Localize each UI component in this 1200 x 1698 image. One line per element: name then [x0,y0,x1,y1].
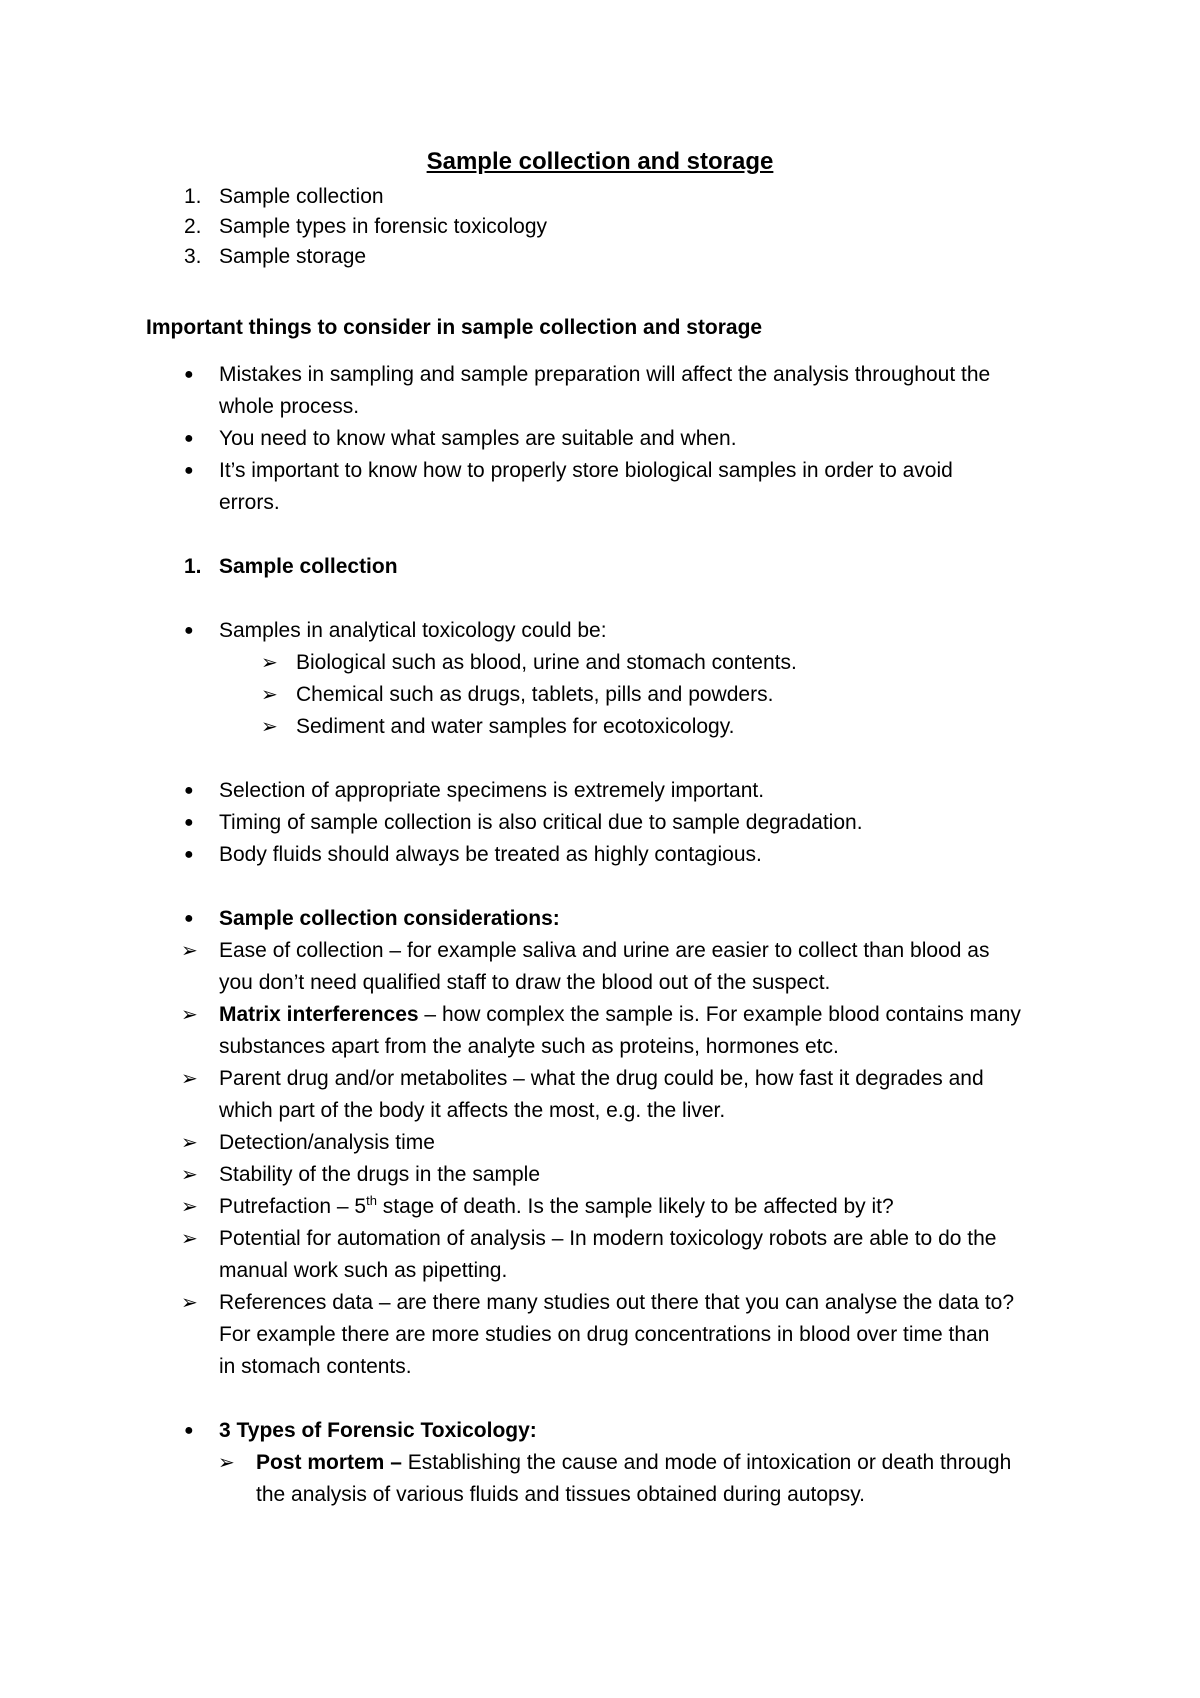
bullet-icon: ● [184,782,194,799]
list-item-continuation: you don’t need qualified staff to draw the blood out of the suspect. [219,971,831,994]
toc-number: 1. [184,185,202,208]
term-description: – how complex the sample is. For example blood contains many [418,1003,1021,1026]
text-segment: stage of death. Is the sample likely to be affected by it? [376,1195,894,1218]
toc-number: 3. [184,245,202,268]
list-item: Stability of the drugs in the sample [219,1163,541,1186]
bullet-icon: ● [184,430,194,447]
arrow-icon: ➢ [181,1004,198,1026]
list-item-continuation: substances apart from the analyte such as proteins, hormones etc. [219,1035,839,1058]
list-item: Body fluids should always be treated as highly contagious. [219,843,762,866]
arrow-icon: ➢ [181,1164,198,1186]
bullet-icon: ● [184,1422,194,1439]
arrow-icon: ➢ [181,1132,198,1154]
term-description: Establishing the cause and mode of intoxication or death through [401,1451,1012,1474]
important-heading: Important things to consider in sample collection and storage [146,316,763,339]
list-item-continuation: which part of the body it affects the most, e.g. the liver. [219,1099,726,1122]
arrow-icon: ➢ [181,1196,198,1218]
considerations-heading: Sample collection considerations: [219,907,560,930]
page-title: Sample collection and storage [426,148,774,175]
term-bold: Matrix interferences [219,1003,419,1026]
list-item-continuation: errors. [219,491,280,514]
bullet-icon: ● [184,462,194,479]
arrow-icon: ➢ [261,652,278,674]
list-item: Ease of collection – for example saliva and urine are easier to collect than blood as [219,939,990,962]
list-item: Biological such as blood, urine and stomach contents. [296,651,797,674]
list-item [219,1000,1021,1030]
arrow-icon: ➢ [181,940,198,962]
bullet-icon: ● [184,846,194,863]
list-item: It’s important to know how to properly store biological samples in order to avoid [219,459,953,482]
list-item: Potential for automation of analysis – In modern toxicology robots are able to do the [219,1227,997,1250]
superscript: th [366,1193,377,1208]
arrow-icon: ➢ [261,684,278,706]
term-bold: Post mortem – [256,1451,402,1474]
arrow-icon: ➢ [181,1068,198,1090]
types-heading: 3 Types of Forensic Toxicology: [219,1419,537,1442]
toc-item: Sample storage [219,245,367,268]
list-item: Parent drug and/or metabolites – what the drug could be, how fast it degrades and [219,1067,984,1090]
arrow-icon: ➢ [261,716,278,738]
toc-number: 2. [184,215,202,238]
arrow-icon: ➢ [181,1228,198,1250]
arrow-icon: ➢ [181,1292,198,1314]
bullet-icon: ● [184,814,194,831]
text-segment: Putrefaction – 5 [219,1195,367,1218]
list-item: References data – are there many studies out there that you can analyse the data to? [219,1291,1015,1314]
section-number: 1. [184,555,202,578]
list-item-continuation: the analysis of various fluids and tissues obtained during autopsy. [256,1483,865,1506]
toc-item: Sample collection [219,185,384,208]
section-heading: Sample collection [219,555,398,578]
list-item: Chemical such as drugs, tablets, pills and powders. [296,683,774,706]
list-item-continuation: manual work such as pipetting. [219,1259,508,1282]
list-item: You need to know what samples are suitable and when. [219,427,737,450]
list-item: Selection of appropriate specimens is extremely important. [219,779,765,802]
list-item: Sediment and water samples for ecotoxicology. [296,715,735,738]
list-item [256,1448,1011,1478]
list-item-continuation: For example there are more studies on drug concentrations in blood over time than [219,1323,990,1346]
arrow-icon: ➢ [218,1452,235,1474]
list-item-continuation: whole process. [219,395,360,418]
bullet-icon: ● [184,910,194,927]
bullet-icon: ● [184,622,194,639]
samples-intro: Samples in analytical toxicology could be: [219,619,607,642]
list-item: Timing of sample collection is also critical due to sample degradation. [219,811,863,834]
list-item-continuation: in stomach contents. [219,1355,412,1378]
list-item: Detection/analysis time [219,1131,435,1154]
toc-item: Sample types in forensic toxicology [219,215,547,238]
bullet-icon: ● [184,366,194,383]
list-item [219,1192,894,1222]
list-item: Mistakes in sampling and sample preparation will affect the analysis throughout the [219,363,991,386]
